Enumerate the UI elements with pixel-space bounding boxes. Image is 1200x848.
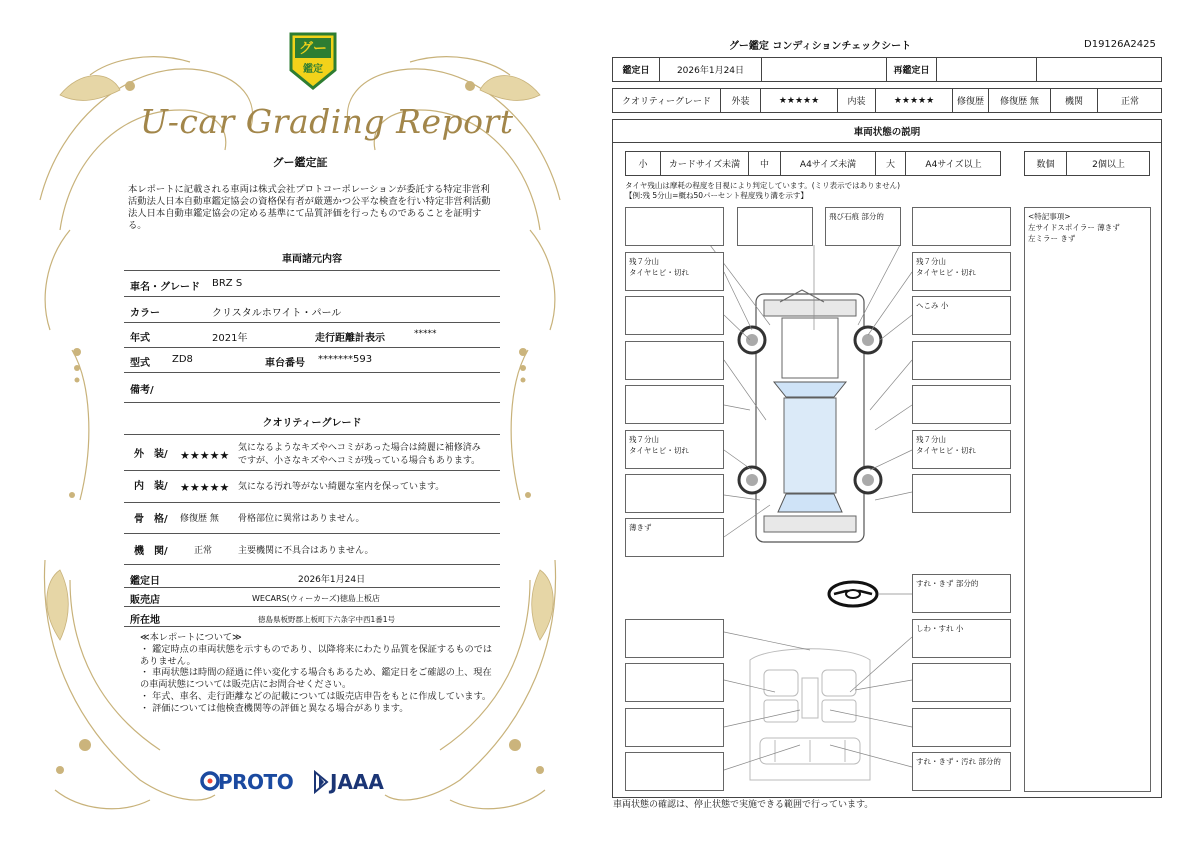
- stone-chip-box: [825, 207, 901, 246]
- badge-top-text: グー: [299, 41, 327, 57]
- condition-box: [625, 752, 724, 791]
- steering-text: すれ・きず 部分的: [916, 579, 979, 588]
- quality-grade-label: クオリティーグレード: [613, 89, 721, 112]
- tire-note-1: タイヤ残山は摩耗の程度を目視により判定しています。(ミリ表示ではありません): [625, 181, 901, 190]
- tire-front-right-box: [912, 252, 1011, 291]
- jaaa-logo-icon: [313, 770, 329, 794]
- engine-label: 機関: [1051, 89, 1098, 112]
- sheet-id: D19126A2425: [1084, 39, 1156, 50]
- jaaa-logo: JAAA: [330, 770, 384, 794]
- frame-text: 骨格部位に異常はありません。: [238, 514, 365, 524]
- exterior-text-1: 気になるようなキズやヘコミがあった場合は綺麗に補修済み: [238, 443, 481, 453]
- divider: [124, 533, 500, 534]
- interior-stars: ★★★★★: [180, 481, 230, 494]
- exterior-label: 外 装/: [134, 449, 168, 460]
- remarks-label: 備考/: [130, 385, 154, 396]
- footer-note: 車両状態の確認は、停止状態で実施できる範囲で行っています。: [613, 800, 874, 810]
- proto-logo: PROTO: [218, 770, 294, 794]
- report-title: U-car Grading Report: [140, 102, 514, 141]
- engine-value: 正常: [1120, 97, 1139, 107]
- divider: [124, 322, 500, 323]
- tire-crack: タイヤヒビ・切れ: [916, 268, 976, 277]
- year-label: 年式: [130, 333, 150, 344]
- repair-history-label: 修復歴: [953, 89, 989, 112]
- mileage-label: 走行距離計表示: [315, 333, 385, 344]
- dent-box: [912, 296, 1011, 335]
- certificate-text: 本レポートに記載される車両は株式会社プロトコーポレーションが委託する特定非営利活動法人日本自動車鑑定協会の資格保有者が厳選かつ公平な検査を行い特定非営利活動法人日本自動車鑑定協会の定める基準にて品質評価を行ったものであることを証明する。: [128, 184, 491, 231]
- shop-value: WECARS(ウィーカーズ)徳島上板店: [252, 594, 380, 603]
- divider: [124, 587, 500, 588]
- appraisal-date-label: 鑑定日: [613, 58, 660, 81]
- color-label: カラー: [130, 308, 160, 319]
- condition-box: [625, 385, 724, 424]
- interior-label: 内装: [838, 89, 876, 112]
- condition-box: [625, 207, 724, 246]
- address-value: 徳島県板野郡上板町下六条字中西1番1号: [258, 615, 396, 624]
- special-notes-title: <特記事項>: [1028, 212, 1071, 221]
- car-name-label: 車名・グレード: [130, 282, 200, 293]
- exterior-text-2: ですが、小さなキズやヘコミが残っている場合もあります。: [238, 456, 481, 466]
- goo-appraisal-badge-icon: [285, 30, 341, 92]
- sheet-title: グー鑑定 コンディションチェックシート: [728, 41, 912, 52]
- divider: [124, 372, 500, 373]
- exterior-label: 外装: [721, 89, 761, 112]
- repair-history-value: 修復歴 無: [989, 89, 1051, 112]
- divider: [124, 347, 500, 348]
- condition-box: [737, 207, 813, 246]
- stone-chip-text: 飛び石痕 部分的: [829, 212, 884, 221]
- divider: [124, 296, 500, 297]
- condition-box: [912, 663, 1011, 702]
- engine-text: 主要機関に不具合はありません。: [238, 546, 374, 556]
- divider: [124, 502, 500, 503]
- year-value: 2021年: [212, 333, 248, 344]
- divider: [124, 434, 500, 435]
- notes-title: ≪本レポートについて≫: [140, 632, 242, 643]
- chassis-label: 車台番号: [265, 358, 305, 369]
- condition-box: [625, 474, 724, 513]
- light-scratch-box: [625, 518, 724, 557]
- car-name-value: BRZ S: [212, 278, 243, 289]
- note-item: ・ 鑑定時点の車両状態を示すものであり、以降将来にわたり品質を保証するものではありません。: [140, 643, 493, 667]
- reappraisal-date-label: 再鑑定日: [887, 58, 937, 81]
- condition-box: [912, 385, 1011, 424]
- spec-heading: 車両諸元内容: [282, 254, 342, 265]
- engine-label: 機 関/: [134, 546, 168, 557]
- divider: [124, 606, 500, 607]
- light-scratch-text: 薄きず: [629, 523, 652, 532]
- tire-front-left-box: [625, 252, 724, 291]
- legend-count-desc: 2個以上: [1092, 160, 1125, 170]
- wrinkle-text: しわ・すれ 小: [916, 624, 964, 633]
- seat-text: すれ・きず・汚れ 部分的: [916, 757, 1001, 766]
- divider: [124, 270, 500, 271]
- chassis-value: *******593: [318, 354, 373, 365]
- condition-box: [912, 207, 1011, 246]
- dent-text: へこみ 小: [916, 301, 949, 310]
- mileage-value: *****: [414, 329, 437, 339]
- condition-box: [912, 708, 1011, 747]
- note-item: ・ 評価については他検査機関等の評価と異なる場合があります。: [140, 702, 409, 714]
- tire-note-2: 【例:残 5分山=概ね50パーセント程度残り溝を示す】: [625, 191, 808, 200]
- tire-tread: 残７分山: [629, 435, 659, 444]
- tire-tread: 残７分山: [916, 435, 946, 444]
- condition-check-sheet: [600, 0, 1200, 848]
- tire-crack: タイヤヒビ・切れ: [629, 268, 689, 277]
- report-notes: [140, 632, 495, 715]
- legend-medium-desc: A4サイズ未満: [781, 152, 876, 175]
- steering-box: [912, 574, 1011, 613]
- divider: [124, 626, 500, 627]
- color-value: クリスタルホワイト・パール: [212, 308, 342, 319]
- address-label: 所在地: [130, 615, 160, 626]
- badge-bottom-text: 鑑定: [303, 64, 323, 75]
- legend-small-desc: カードサイズ未満: [661, 152, 749, 175]
- legend-small: 小: [626, 152, 661, 175]
- legend-large: 大: [876, 152, 906, 175]
- appraisal-date-value: 2026年1月24日: [660, 58, 762, 81]
- engine-value: 正常: [194, 546, 213, 556]
- model-value: ZD8: [172, 354, 193, 365]
- legend-medium: 中: [749, 152, 781, 175]
- condition-box: [625, 619, 724, 658]
- exterior-stars: ★★★★★: [180, 449, 230, 462]
- condition-box: [625, 708, 724, 747]
- legend-large-desc: A4サイズ以上: [925, 160, 982, 170]
- exterior-stars: ★★★★★: [761, 89, 838, 112]
- seat-box: [912, 752, 1011, 791]
- shop-label: 販売店: [130, 595, 160, 606]
- tire-crack: タイヤヒビ・切れ: [916, 446, 976, 455]
- proto-logo-icon: [200, 770, 220, 794]
- special-note-item: 左サイドスポイラー 薄きず: [1028, 223, 1120, 232]
- note-item: ・ 車両状態は時間の経過に伴い変化する場合もあるため、鑑定日をご確認の上、現在の車両状態については販売店にお問合せください。: [140, 667, 492, 691]
- appraisal-date-label: 鑑定日: [130, 576, 160, 587]
- tire-tread: 残７分山: [629, 257, 659, 266]
- legend-count: 数個: [1025, 152, 1067, 175]
- divider: [124, 564, 500, 565]
- divider: [124, 402, 500, 403]
- condition-box: [912, 341, 1011, 380]
- interior-label: 内 装/: [134, 481, 168, 492]
- tire-rear-right-box: [912, 430, 1011, 469]
- quality-heading: クオリティーグレード: [262, 418, 362, 429]
- explain-heading: 車両状態の説明: [612, 119, 1162, 143]
- special-note-item: 左ミラー きず: [1028, 234, 1076, 243]
- wrinkle-box: [912, 619, 1011, 658]
- frame-label: 骨 格/: [134, 514, 168, 525]
- interior-text: 気になる汚れ等がない綺麗な室内を保っています。: [238, 482, 445, 492]
- frame-value: 修復歴 無: [180, 514, 219, 524]
- model-label: 型式: [130, 358, 150, 369]
- condition-box: [625, 341, 724, 380]
- tire-crack: タイヤヒビ・切れ: [629, 446, 689, 455]
- interior-stars: ★★★★★: [876, 89, 953, 112]
- condition-box: [912, 474, 1011, 513]
- appraisal-date-value: 2026年1月24日: [298, 575, 366, 585]
- certificate-heading: グー鑑定証: [272, 156, 328, 169]
- divider: [124, 470, 500, 471]
- note-item: ・ 年式、車名、走行距離などの記載については販売店申告をもとに作成しています。: [140, 690, 492, 702]
- condition-box: [625, 296, 724, 335]
- condition-box: [625, 663, 724, 702]
- tire-tread: 残７分山: [916, 257, 946, 266]
- tire-rear-left-box: [625, 430, 724, 469]
